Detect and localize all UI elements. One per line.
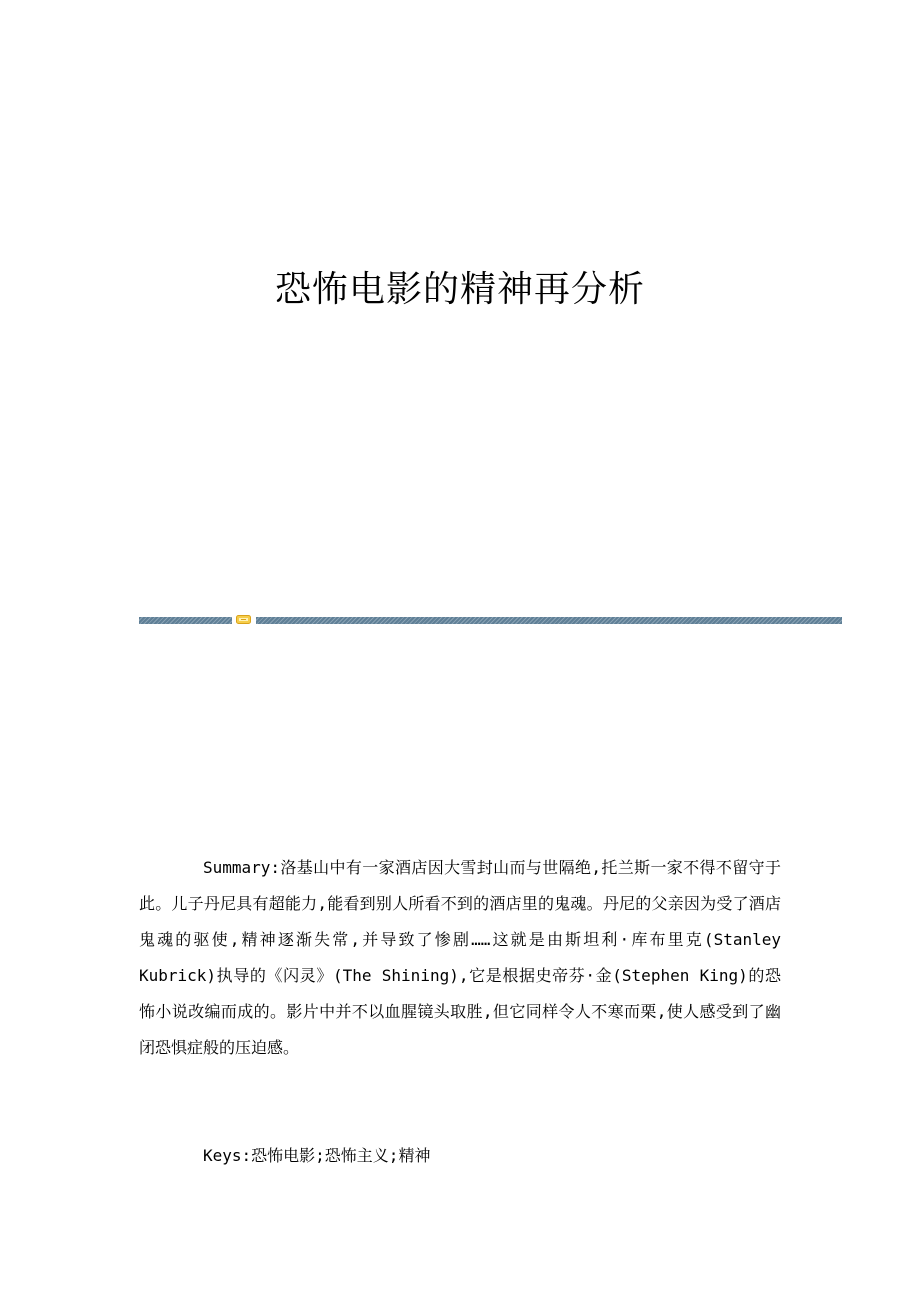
divider-bar-left	[139, 617, 232, 624]
keys-text: 恐怖电影;恐怖主义;精神	[251, 1146, 431, 1165]
keywords-line	[203, 1138, 430, 1174]
section-divider	[139, 614, 842, 626]
divider-bar-right	[256, 617, 842, 624]
summary-text: 洛基山中有一家酒店因大雪封山而与世隔绝,托兰斯一家不得不留守于此。儿子丹尼具有超能力,能看到别人所看不到的酒店里的鬼魂。丹尼的父亲因为受了酒店鬼魂的驱使,精神逐渐失常,并导致了惨剧……这就是由斯坦利·库布里克(Stanley Kubrick)执导的《闪灵》(The Shining),它是根据史帝芬·金(Stephen King)的恐怖小说改编而成的。影片中并不以血腥镜头取胜,但它同样令人不寒而栗,使人感受到了幽闭恐惧症般的压迫感。	[139, 858, 781, 1057]
document-title: 恐怖电影的精神再分析	[274, 269, 645, 310]
summary-label: Summary:	[203, 858, 281, 877]
summary-paragraph	[139, 850, 781, 1066]
ornament-icon	[236, 614, 251, 625]
keys-label: Keys:	[203, 1146, 252, 1165]
